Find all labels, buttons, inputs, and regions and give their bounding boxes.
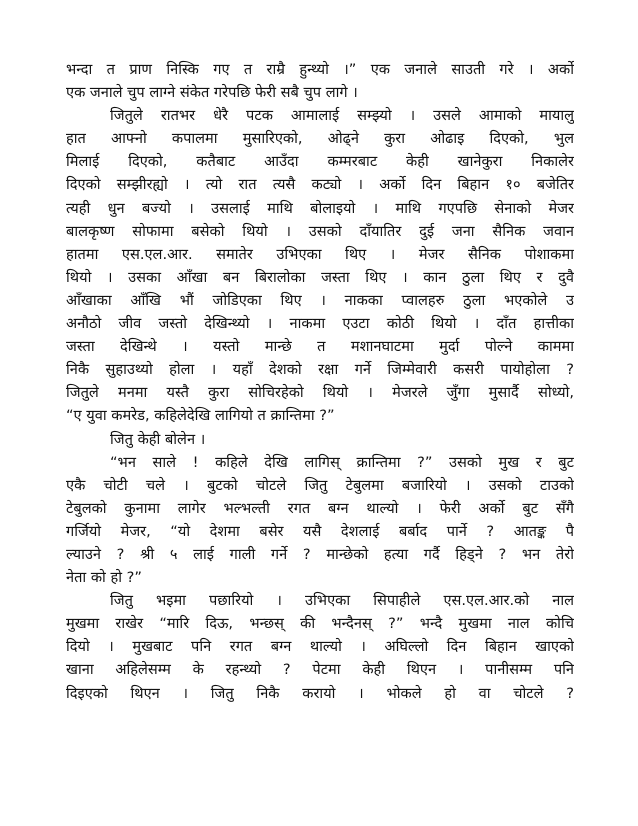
text-line: ल्याउने ? श्री ५ लाई गाली गर्ने ? मान्छेको हत्या गर्दै हिड्ने ? भन तेरो — [66, 545, 574, 563]
text-line: दियो । मुखबाट पनि रगत बग्न थाल्यो । अघिल्लो दिन बिहान खाएको — [66, 638, 574, 656]
text-line: जस्ता देखिन्थे । यस्तो मान्छे त मशानघाटमा मुर्दा पोल्ने काममा — [66, 338, 574, 356]
paragraph-first-line: जितु भइमा पछारियो । उभिएका सिपाहीले एस.एल.आर.को नाल — [110, 592, 574, 610]
text-line: मिलाई दिएको, कतैबाट आउँदा कम्मरबाट केही खानेकुरा निकालेर — [66, 153, 574, 171]
paragraph-first-line: “भन साले ! कहिले देखि लागिस् क्रान्तिमा ?” उसको मुख र बुट — [110, 453, 574, 471]
text-line: खाना अहिलेसम्म के रहन्थ्यो ? पेटमा केही थिएन । पानीसम्म पनि — [66, 661, 574, 679]
text-line: अनौठो जीव जस्तो देखिन्थ्यो । नाकमा एउटा कोठी थियो । दाँत हात्तीका — [66, 315, 574, 333]
text-line: “ए युवा कमरेड, कहिलेदेखि लागियो त क्रान्तिमा ?” — [66, 407, 335, 425]
text-line: एक जनाले चुप लाग्ने संकेत गरेपछि फेरी सबै चुप लागे । — [66, 84, 358, 102]
text-line: नेता को हो ?” — [66, 569, 142, 587]
text-line: हात आफ्नो कपालमा मुसारिएको, ओढ्ने कुरा ओढाइ दिएको, भुल — [66, 130, 574, 148]
text-line: दिइएको थिएन । जितु निकै करायो । भोकले हो वा चोटले ? — [66, 684, 574, 702]
text-line: त्यही धुन बज्यो । उसलाई माथि बोलाइयो । माथि गएपछि सेनाको मेजर — [66, 199, 574, 217]
text-line: बालकृष्ण सोफामा बसेको थियो । उसको दाँयातिर दुई जना सैनिक जवान — [66, 222, 574, 240]
text-line: टेबुलको कुनामा लागेर भल्भल्ती रगत बग्न थाल्यो । फेरी अर्को बुट सँगै — [66, 499, 574, 517]
text-line: निकै सुहाउथ्यो होला । यहाँ देशको रक्षा गर्ने जिम्मेवारी कसरी पायोहोला ? — [66, 361, 574, 379]
story-text — [66, 58, 574, 705]
paragraph-first-line: जितु केही बोलेन । — [110, 430, 206, 448]
text-line: जितुले मनमा यस्तै कुरा सोचिरहेको थियो । मेजरले जुँगा मुसार्दै सोध्यो, — [66, 384, 574, 402]
text-line: गर्जियो मेजर, “यो देशमा बसेर यसै देशलाई बर्बाद पार्ने ? आतङ्क पै — [66, 522, 574, 540]
text-line: आँखाका आँखि भौं जोडिएका थिए । नाकका प्वालहरु ठुला भएकोले उ — [66, 291, 574, 309]
text-line: हातमा एस.एल.आर. समातेर उभिएका थिए । मेजर सैनिक पोशाकमा — [66, 245, 574, 263]
text-line: भन्दा त प्राण निस्कि गए त राम्रै हुन्थ्यो ।” एक जनाले साउती गरे । अर्को — [66, 61, 574, 78]
paragraph-first-line: जितुले रातभर धेरै पटक आमालाई सम्झ्यो । उसले आमाको मायालु — [110, 107, 574, 125]
text-line: दिएको सम्झीरह्यो । त्यो रात त्यसै कट्यो । अर्को दिन बिहान १० बजेतिर — [66, 176, 574, 194]
text-line: थियो । उसका आँखा बन बिरालोका जस्ता थिए । कान ठुला थिए र दुवै — [66, 268, 574, 286]
text-line: मुखमा राखेर “मारि दिऊ, भन्छस् की भन्दैनस् ?” भन्दै मुखमा नाल कोचि — [66, 615, 574, 633]
text-line: एकै चोटी चले । बुटको चोटले जितु टेबुलमा बजारियो । उसको टाउको — [66, 476, 574, 494]
